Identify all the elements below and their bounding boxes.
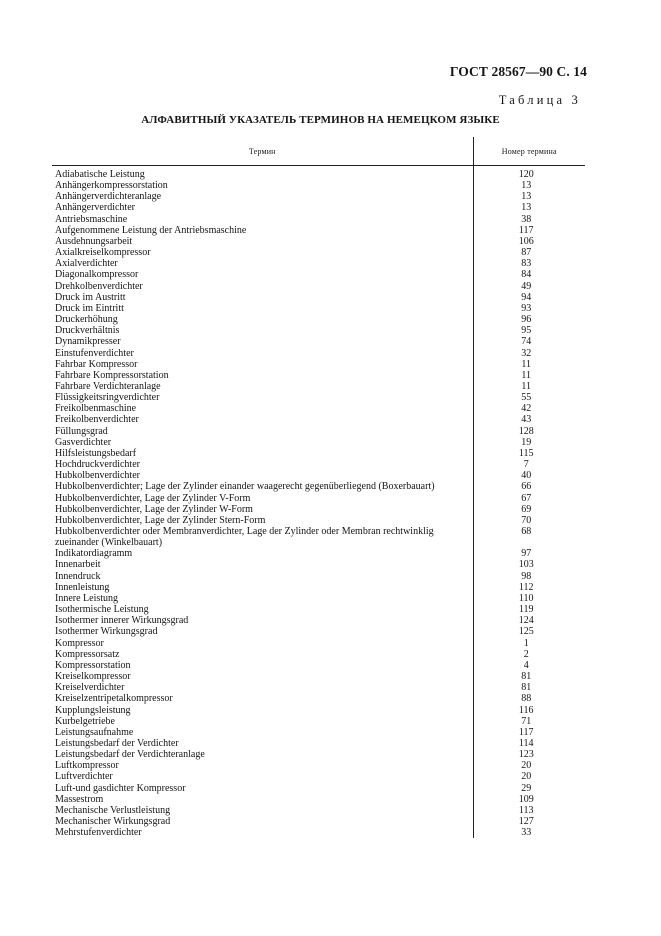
term-cell: Hilfsleistungsbedarf <box>52 448 473 459</box>
table-row <box>52 559 585 570</box>
term-cell: Isothermer innerer Wirkungsgrad <box>52 615 473 626</box>
term-number-cell: 117 <box>518 224 534 236</box>
term-number-cell: 128 <box>518 425 534 437</box>
term-number-cell: 116 <box>518 704 534 716</box>
term-cell: Hubkolbenverdichter, Lage der Zylinder Stern-Form <box>52 515 473 526</box>
term-cell: Kompressorstation <box>52 660 473 671</box>
table-row <box>52 247 585 258</box>
term-cell: Leistungsaufnahme <box>52 727 473 738</box>
table-row <box>52 269 585 280</box>
term-cell: Massestrom <box>52 794 473 805</box>
term-cell: Axialverdichter <box>52 258 473 269</box>
table-row <box>52 325 585 336</box>
term-number-cell: 49 <box>521 280 532 292</box>
term-cell: Axialkreiselkompressor <box>52 247 473 258</box>
table-row <box>52 805 585 816</box>
table-row <box>52 582 585 593</box>
table-row <box>52 615 585 626</box>
term-cell: Hubkolbenverdichter, Lage der Zylinder W-Form <box>52 504 473 515</box>
term-number-cell: 114 <box>518 737 534 749</box>
term-cell: Diagonalkompressor <box>52 269 473 280</box>
term-cell: Kreiselzentripetalkompressor <box>52 693 473 704</box>
term-cell: Kurbelgetriebe <box>52 716 473 727</box>
table-row <box>52 783 585 794</box>
term-cell: Fahrbare Verdichteranlage <box>52 381 473 392</box>
term-number-cell: 81 <box>521 671 532 683</box>
term-cell: Hochdruckverdichter <box>52 459 473 470</box>
term-cell: Kompressorsatz <box>52 649 473 660</box>
table-row <box>52 493 585 504</box>
term-number-cell: 13 <box>521 180 532 192</box>
term-number-cell: 1 <box>523 637 529 649</box>
column-header-term: Термин <box>52 137 473 166</box>
table-row <box>52 214 585 225</box>
table-row <box>52 470 585 481</box>
table-row <box>52 225 585 236</box>
term-cell: Drehkolbenverdichter <box>52 281 473 292</box>
table-label: Таблица 3 <box>498 93 581 107</box>
term-number-cell: 43 <box>521 414 532 426</box>
term-number-cell: 19 <box>521 436 532 448</box>
term-number-cell: 125 <box>518 626 534 638</box>
table-row <box>52 166 585 181</box>
term-number-cell: 119 <box>518 604 534 616</box>
table-row <box>52 437 585 448</box>
table-row <box>52 738 585 749</box>
term-cell: Innenarbeit <box>52 559 473 570</box>
term-cell: Mechanischer Wirkungsgrad <box>52 816 473 827</box>
term-number-cell: 11 <box>521 369 532 381</box>
table-body <box>52 166 585 839</box>
table-row <box>52 281 585 292</box>
table-row <box>52 258 585 269</box>
term-number-cell: 117 <box>518 726 534 738</box>
term-number-cell: 88 <box>521 693 532 705</box>
term-number-cell: 13 <box>521 202 532 214</box>
term-number-cell: 69 <box>521 503 532 515</box>
table-row <box>52 604 585 615</box>
table-row <box>52 727 585 738</box>
term-cell: Einstufenverdichter <box>52 348 473 359</box>
term-cell: Luftverdichter <box>52 771 473 782</box>
table-row <box>52 191 585 202</box>
table-row <box>52 303 585 314</box>
table-row <box>52 693 585 704</box>
term-cell: Leistungsbedarf der Verdichter <box>52 738 473 749</box>
term-cell: Isothermische Leistung <box>52 604 473 615</box>
term-number-cell: 4 <box>523 659 529 671</box>
term-number-cell: 127 <box>518 816 534 828</box>
term-cell: Fahrbar Kompressor <box>52 359 473 370</box>
table-row <box>52 403 585 414</box>
term-number-cell: 123 <box>518 749 534 761</box>
table-row <box>52 760 585 771</box>
table-row <box>52 515 585 526</box>
term-number-cell: 96 <box>521 314 532 326</box>
table-row <box>52 381 585 392</box>
table-row <box>52 292 585 303</box>
term-number-cell: 32 <box>521 347 532 359</box>
term-cell: Luftkompressor <box>52 760 473 771</box>
term-cell: Aufgenommene Leistung der Antriebsmaschine <box>52 225 473 236</box>
term-cell: Anhängerverdichter <box>52 202 473 213</box>
term-number-cell: 81 <box>521 682 532 694</box>
table-row <box>52 414 585 425</box>
term-number-cell: 55 <box>521 392 532 404</box>
term-cell: Füllungsgrad <box>52 426 473 437</box>
table-row <box>52 504 585 515</box>
term-cell: Kompressor <box>52 638 473 649</box>
table-row <box>52 716 585 727</box>
term-number-cell: 112 <box>518 581 534 593</box>
term-cell: Druck im Eintritt <box>52 303 473 314</box>
table-row <box>52 660 585 671</box>
term-number-cell: 38 <box>521 213 532 225</box>
table-header-row <box>52 137 585 166</box>
table-row <box>52 548 585 559</box>
term-number-cell: 110 <box>518 592 534 604</box>
table-row <box>52 794 585 805</box>
table-row <box>52 392 585 403</box>
table-row <box>52 448 585 459</box>
term-cell: Kreiselverdichter <box>52 682 473 693</box>
term-cell: Ausdehnungsarbeit <box>52 236 473 247</box>
table-row <box>52 526 585 548</box>
table-row <box>52 593 585 604</box>
table-row <box>52 459 585 470</box>
term-cell: Antriebsmaschine <box>52 214 473 225</box>
term-number-cell: 33 <box>521 827 532 839</box>
term-cell: Hubkolbenverdichter oder Membranverdichter, Lage der Zylinder oder Membran rechtwinklig zueinander (Winkelbauart) <box>52 526 473 548</box>
table-row <box>52 705 585 716</box>
term-number-cell: 115 <box>518 447 534 459</box>
table-row <box>52 771 585 782</box>
term-number-cell: 71 <box>521 715 532 727</box>
term-number-cell: 103 <box>518 559 534 571</box>
term-cell: Druckerhöhung <box>52 314 473 325</box>
term-number-cell: 120 <box>518 169 534 180</box>
table-row <box>52 180 585 191</box>
term-cell: Adiabatische Leistung <box>52 166 473 181</box>
term-cell: Leistungsbedarf der Verdichteranlage <box>52 749 473 760</box>
term-cell: Druck im Austritt <box>52 292 473 303</box>
term-number-cell: 13 <box>521 191 532 203</box>
term-cell: Hubkolbenverdichter <box>52 470 473 481</box>
term-cell: Anhängerkompressorstation <box>52 180 473 191</box>
table-row <box>52 671 585 682</box>
table-row <box>52 202 585 213</box>
term-cell: Innenleistung <box>52 582 473 593</box>
term-cell: Innendruck <box>52 571 473 582</box>
term-number-cell: 29 <box>521 782 532 794</box>
term-index-table <box>52 137 585 838</box>
table-row <box>52 348 585 359</box>
term-cell: Kupplungsleistung <box>52 705 473 716</box>
term-cell: Isothermer Wirkungsgrad <box>52 626 473 637</box>
term-number-cell: 2 <box>523 648 529 660</box>
term-number-cell: 93 <box>521 302 532 314</box>
term-cell: Hubkolbenverdichter, Lage der Zylinder V-Form <box>52 493 473 504</box>
term-number-cell: 20 <box>521 771 532 783</box>
term-cell: Freikolbenverdichter <box>52 414 473 425</box>
table-row <box>52 336 585 347</box>
table-title: АЛФАВИТНЫЙ УКАЗАТЕЛЬ ТЕРМИНОВ НА НЕМЕЦКОМ ЯЗЫКЕ <box>141 114 500 126</box>
term-cell: Indikatordiagramm <box>52 548 473 559</box>
term-number-cell: 98 <box>521 570 532 582</box>
table-row <box>52 682 585 693</box>
term-cell: Gasverdichter <box>52 437 473 448</box>
term-number-cell: 106 <box>518 235 534 247</box>
term-number-cell: 87 <box>521 247 532 259</box>
term-number-cell: 74 <box>521 336 532 348</box>
term-number-cell: 66 <box>521 481 532 493</box>
term-number-cell: 109 <box>518 793 534 805</box>
table-row <box>52 827 585 838</box>
column-header-number: Номер термина <box>473 137 585 166</box>
term-number-cell: 95 <box>521 325 532 337</box>
table-row <box>52 236 585 247</box>
table-row <box>52 370 585 381</box>
term-cell: Flüssigkeitsringverdichter <box>52 392 473 403</box>
term-number-cell: 97 <box>521 548 532 560</box>
term-cell: Druckverhältnis <box>52 325 473 336</box>
term-cell: Dynamikpresser <box>52 336 473 347</box>
term-cell: Kreiselkompressor <box>52 671 473 682</box>
document-code: ГОСТ 28567—90 С. 14 <box>449 64 587 79</box>
table-row <box>52 749 585 760</box>
table-row <box>52 649 585 660</box>
term-number-cell: 70 <box>521 514 532 526</box>
term-number-cell: 7 <box>523 459 529 471</box>
table-row <box>52 571 585 582</box>
term-cell: Anhängerverdichteranlage <box>52 191 473 202</box>
term-cell: Innere Leistung <box>52 593 473 604</box>
table-row <box>52 314 585 325</box>
table-row <box>52 626 585 637</box>
term-cell: Freikolbenmaschine <box>52 403 473 414</box>
term-number-cell: 84 <box>521 269 532 281</box>
term-number-cell: 94 <box>521 291 532 303</box>
term-cell: Mehrstufenverdichter <box>52 827 473 838</box>
term-cell: Hubkolbenverdichter; Lage der Zylinder einander waagerecht gegenüberliegend (Boxerbauart) <box>52 481 473 492</box>
term-number-cell: 40 <box>521 470 532 482</box>
term-cell: Luft-und gasdichter Kompressor <box>52 783 473 794</box>
table-row <box>52 359 585 370</box>
table-row <box>52 426 585 437</box>
term-number-cell: 83 <box>521 258 532 270</box>
term-number-cell: 67 <box>521 492 532 504</box>
table-row <box>52 816 585 827</box>
term-number-cell: 68 <box>521 526 532 537</box>
term-number-cell: 11 <box>521 358 532 370</box>
table-row <box>52 481 585 492</box>
term-number-cell: 20 <box>521 760 532 772</box>
term-cell: Mechanische Verlustleistung <box>52 805 473 816</box>
term-cell: Fahrbare Kompressorstation <box>52 370 473 381</box>
term-number-cell: 42 <box>521 403 532 415</box>
term-number-cell: 124 <box>518 615 534 627</box>
term-number-cell: 113 <box>518 804 534 816</box>
table-row <box>52 638 585 649</box>
term-number-cell: 11 <box>521 380 532 392</box>
